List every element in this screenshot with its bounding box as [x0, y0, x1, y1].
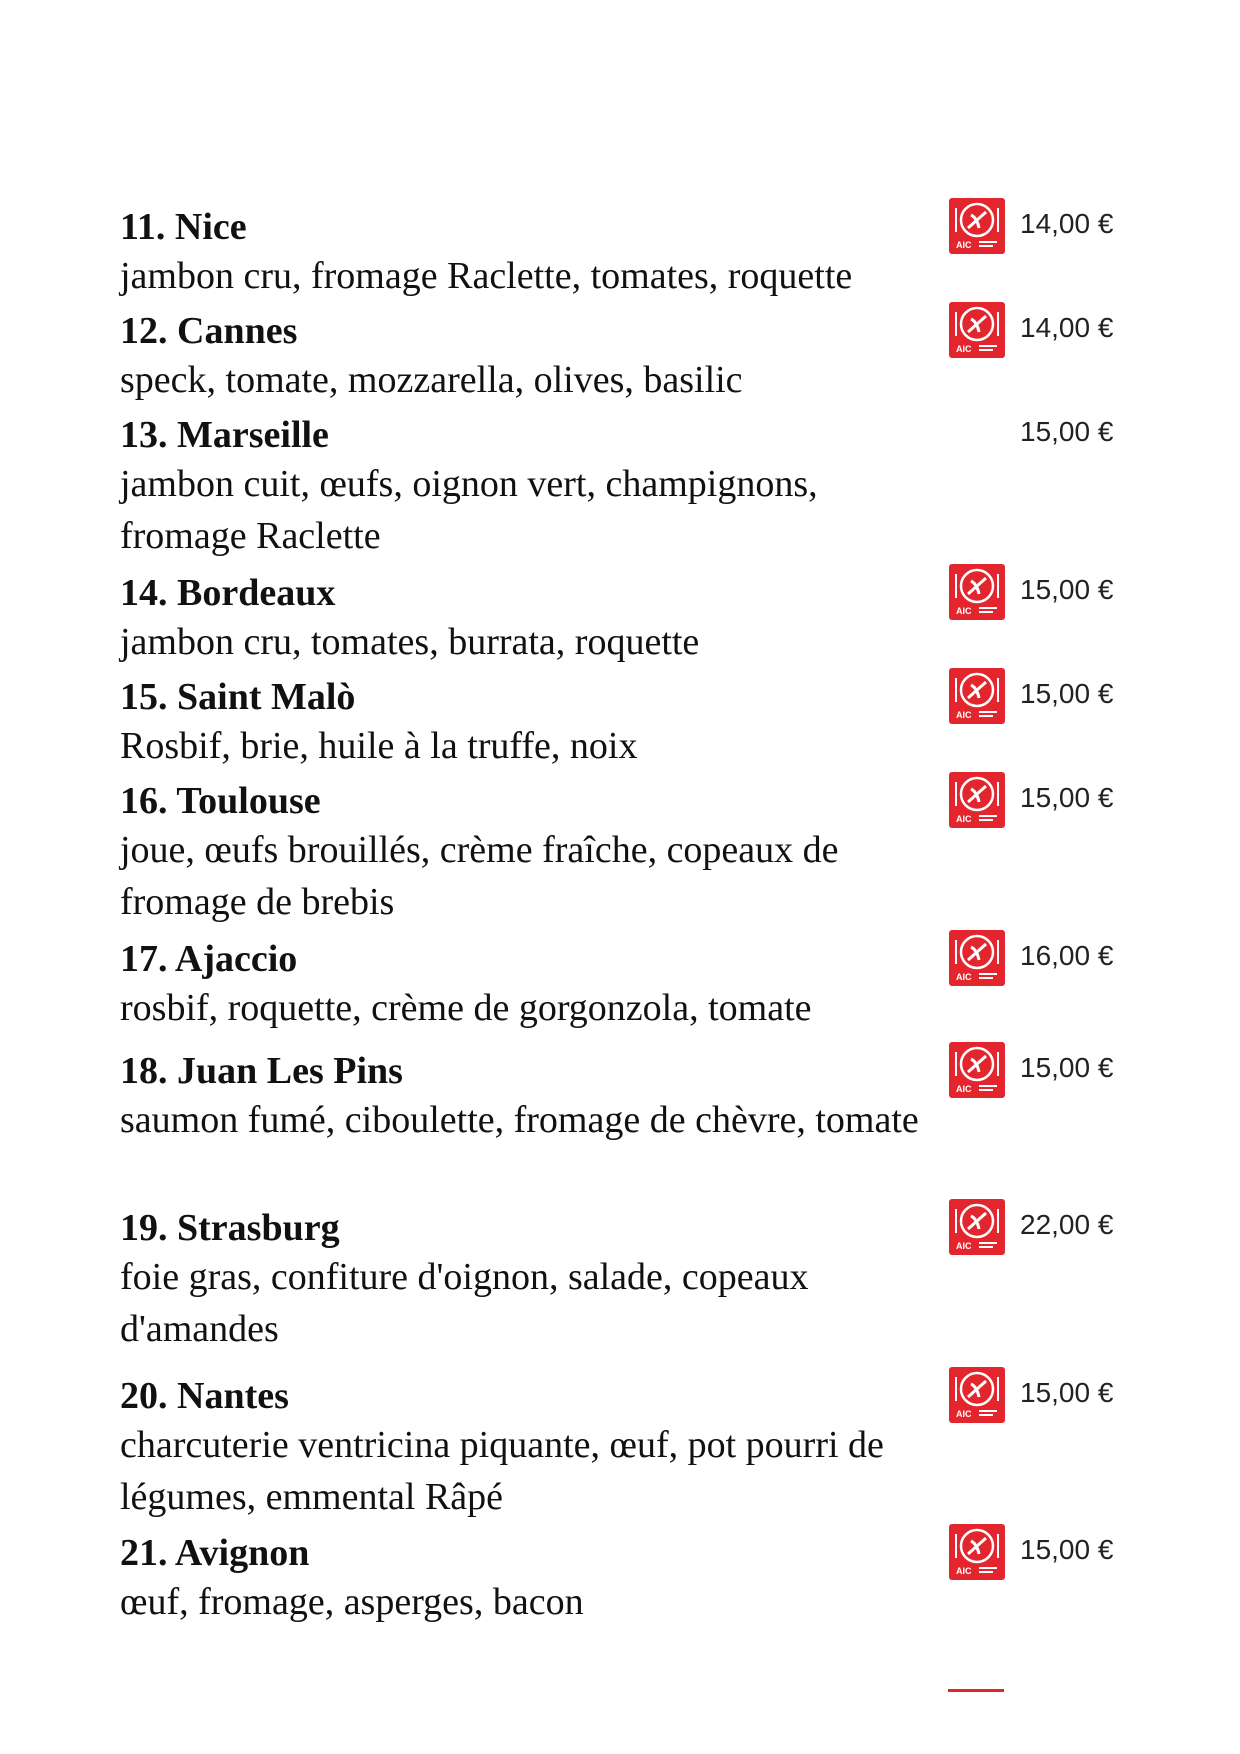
item-title: 14. Bordeaux: [120, 572, 336, 614]
aic-label: AIC: [956, 1241, 972, 1251]
item-title: 11. Nice: [120, 206, 247, 248]
menu-item: [120, 570, 1120, 668]
item-description: charcuterie ventricina piquante, œuf, pot pourri de légumes, emmental Râpé: [120, 1424, 884, 1518]
item-price: 15,00 €: [1020, 1377, 1114, 1408]
item-price: 16,00 €: [1020, 940, 1114, 971]
item-price: 15,00 €: [1020, 1052, 1114, 1083]
item-description: foie gras, confiture d'oignon, salade, copeaux d'amandes: [120, 1256, 809, 1350]
item-price: 15,00 €: [1020, 1534, 1114, 1565]
gluten-free-aic-icon: [949, 772, 1005, 828]
aic-label: AIC: [956, 814, 972, 824]
menu-item: [120, 204, 1120, 302]
item-title: 19. Strasburg: [120, 1207, 340, 1249]
item-title: 20. Nantes: [120, 1375, 289, 1417]
aic-label: AIC: [956, 1084, 972, 1094]
gluten-free-aic-icon: [949, 198, 1005, 254]
aic-label: AIC: [956, 1566, 972, 1576]
item-price: 15,00 €: [1020, 678, 1114, 709]
gluten-free-aic-icon: [949, 302, 1005, 358]
gluten-free-aic-icon: [949, 668, 1005, 724]
page-bottom-accent: [948, 1689, 1004, 1692]
aic-label: AIC: [956, 1409, 972, 1419]
gluten-free-aic-icon: [949, 1524, 1005, 1580]
item-price: 15,00 €: [1020, 416, 1114, 447]
item-price: 15,00 €: [1020, 574, 1114, 605]
item-description: jambon cru, tomates, burrata, roquette: [120, 621, 700, 663]
menu-item: [120, 1048, 1120, 1146]
item-price: 14,00 €: [1020, 208, 1114, 239]
item-title: 18. Juan Les Pins: [120, 1050, 403, 1092]
item-description: jambon cru, fromage Raclette, tomates, roquette: [120, 255, 853, 297]
item-title: 16. Toulouse: [120, 780, 321, 822]
menu-item: [120, 1373, 1120, 1523]
item-description: joue, œufs brouillés, crème fraîche, copeaux de fromage de brebis: [120, 829, 839, 923]
gluten-free-aic-icon: [949, 1042, 1005, 1098]
item-description: œuf, fromage, asperges, bacon: [120, 1581, 584, 1623]
item-price: 15,00 €: [1020, 782, 1114, 813]
item-description: jambon cuit, œufs, oignon vert, champignons, fromage Raclette: [120, 463, 818, 557]
item-title: 13. Marseille: [120, 414, 329, 456]
item-price: 22,00 €: [1020, 1209, 1114, 1240]
gluten-free-aic-icon: [949, 564, 1005, 620]
gluten-free-aic-icon: [949, 1199, 1005, 1255]
gluten-free-aic-icon: [949, 930, 1005, 986]
item-title: 15. Saint Malò: [120, 676, 356, 718]
aic-label: AIC: [956, 240, 972, 250]
item-description: rosbif, roquette, crème de gorgonzola, tomate: [120, 987, 812, 1029]
menu-item: [120, 778, 1120, 928]
aic-label: AIC: [956, 606, 972, 616]
menu-item: [120, 674, 1120, 772]
item-title: 12. Cannes: [120, 310, 298, 352]
menu-item: [120, 936, 1120, 1034]
menu-item: [120, 1205, 1120, 1355]
aic-label: AIC: [956, 972, 972, 982]
item-price: 14,00 €: [1020, 312, 1114, 343]
item-description: speck, tomate, mozzarella, olives, basilic: [120, 359, 743, 401]
menu-item: [120, 412, 1120, 562]
gluten-free-aic-icon: [949, 1367, 1005, 1423]
aic-label: AIC: [956, 710, 972, 720]
aic-label: AIC: [956, 344, 972, 354]
item-title: 21. Avignon: [120, 1532, 310, 1574]
item-description: Rosbif, brie, huile à la truffe, noix: [120, 725, 638, 767]
menu-item: [120, 1530, 1120, 1628]
menu-item: [120, 308, 1120, 406]
item-title: 17. Ajaccio: [120, 938, 298, 980]
item-description: saumon fumé, ciboulette, fromage de chèvre, tomate: [120, 1099, 919, 1141]
